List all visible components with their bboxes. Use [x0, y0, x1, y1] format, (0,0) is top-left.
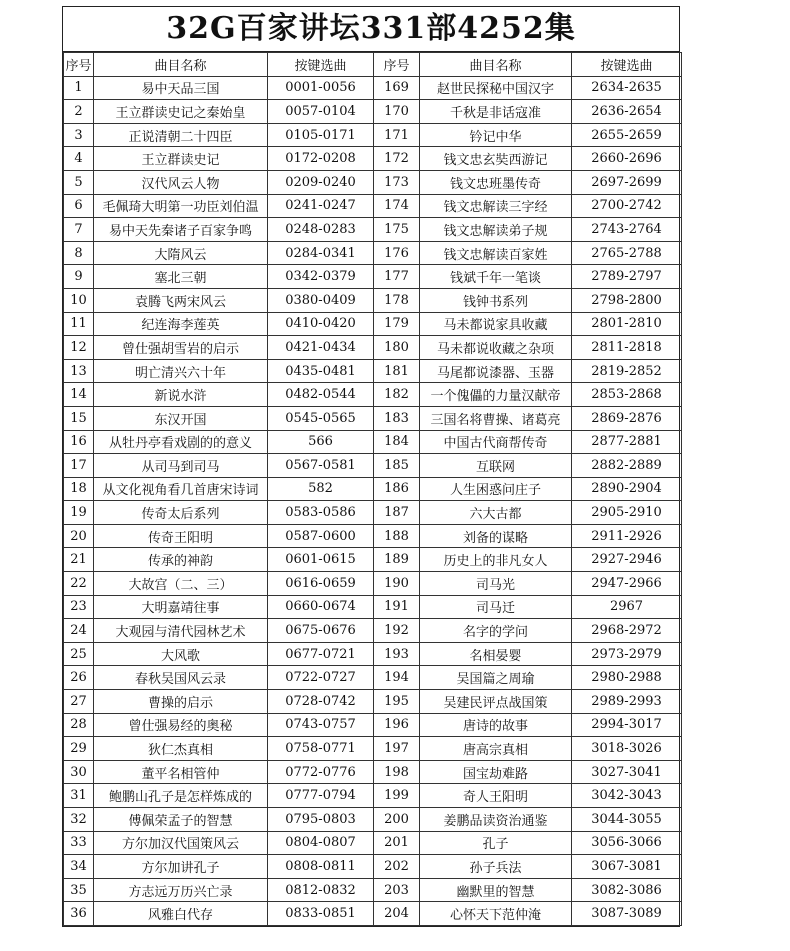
table-row [64, 430, 682, 454]
row-number: 10 [64, 288, 94, 312]
program-name-right: 吴建民评点战国策 [420, 690, 572, 714]
row-number-right: 194 [374, 666, 420, 690]
key-range: 0421-0434 [268, 336, 374, 360]
program-name: 大观园与清代园林艺术 [94, 619, 268, 643]
key-range-right: 2968-2972 [572, 619, 682, 643]
row-number: 4 [64, 147, 94, 171]
program-name: 东汉开国 [94, 406, 268, 430]
program-name: 狄仁杰真相 [94, 737, 268, 761]
table-row [64, 831, 682, 855]
row-number: 15 [64, 406, 94, 430]
key-range-right: 3018-3026 [572, 737, 682, 761]
program-name-right: 钱文忠解读百家姓 [420, 241, 572, 265]
row-number-right: 187 [374, 501, 420, 525]
row-number-right: 184 [374, 430, 420, 454]
program-name: 新说水浒 [94, 383, 268, 407]
key-range-right: 2700-2742 [572, 194, 682, 218]
table-row [64, 572, 682, 596]
row-number: 5 [64, 170, 94, 194]
program-name: 传奇太后系列 [94, 501, 268, 525]
key-range: 0812-0832 [268, 878, 374, 902]
table-row [64, 359, 682, 383]
page-title: 32G百家讲坛331部4252集 [63, 7, 679, 52]
key-range: 0567-0581 [268, 454, 374, 478]
row-number-right: 171 [374, 123, 420, 147]
table-row [64, 501, 682, 525]
key-range-right: 2973-2979 [572, 642, 682, 666]
row-number-right: 172 [374, 147, 420, 171]
key-range-right: 2967 [572, 595, 682, 619]
key-range-right: 2869-2876 [572, 406, 682, 430]
program-name-right: 唐诗的故事 [420, 713, 572, 737]
table-row [64, 265, 682, 289]
program-name-right: 心怀天下范仲淹 [420, 902, 572, 926]
table-row [64, 241, 682, 265]
row-number-right: 179 [374, 312, 420, 336]
program-name-right: 钱文忠班墨传奇 [420, 170, 572, 194]
row-number: 14 [64, 383, 94, 407]
row-number: 31 [64, 784, 94, 808]
program-name: 曾仕强易经的奥秘 [94, 713, 268, 737]
program-name-right: 刘备的谋略 [420, 524, 572, 548]
key-range-right: 3067-3081 [572, 855, 682, 879]
key-range-right: 3042-3043 [572, 784, 682, 808]
program-name-right: 司马光 [420, 572, 572, 596]
program-name: 曹操的启示 [94, 690, 268, 714]
program-name: 大隋风云 [94, 241, 268, 265]
key-range: 0209-0240 [268, 170, 374, 194]
key-range: 0482-0544 [268, 383, 374, 407]
row-number-right: 190 [374, 572, 420, 596]
table-row [64, 642, 682, 666]
row-number: 24 [64, 619, 94, 643]
row-number-right: 196 [374, 713, 420, 737]
row-number-right: 182 [374, 383, 420, 407]
program-name: 传奇王阳明 [94, 524, 268, 548]
program-name: 傅佩荣孟子的智慧 [94, 808, 268, 832]
key-range: 0722-0727 [268, 666, 374, 690]
program-name-right: 钤记中华 [420, 123, 572, 147]
key-range: 0675-0676 [268, 619, 374, 643]
program-name-right: 千秋是非话寇准 [420, 100, 572, 124]
key-range-right: 2877-2881 [572, 430, 682, 454]
row-number: 23 [64, 595, 94, 619]
table-row [64, 737, 682, 761]
program-name-right: 历史上的非凡女人 [420, 548, 572, 572]
key-range: 0777-0794 [268, 784, 374, 808]
key-range: 0380-0409 [268, 288, 374, 312]
key-range: 0241-0247 [268, 194, 374, 218]
program-name-right: 三国名将曹操、诸葛亮 [420, 406, 572, 430]
row-number: 11 [64, 312, 94, 336]
row-number: 36 [64, 902, 94, 926]
table-row [64, 784, 682, 808]
row-number-right: 180 [374, 336, 420, 360]
program-name-right: 名字的学问 [420, 619, 572, 643]
program-name-right: 名相晏婴 [420, 642, 572, 666]
row-number-right: 181 [374, 359, 420, 383]
row-number-right: 201 [374, 831, 420, 855]
key-range: 0583-0586 [268, 501, 374, 525]
key-range: 0172-0208 [268, 147, 374, 171]
row-number: 35 [64, 878, 94, 902]
row-number-right: 199 [374, 784, 420, 808]
catalog-sheet [62, 6, 680, 927]
row-number-right: 193 [374, 642, 420, 666]
key-range: 0804-0807 [268, 831, 374, 855]
table-body [64, 76, 682, 925]
table-row [64, 312, 682, 336]
key-range-right: 2765-2788 [572, 241, 682, 265]
row-number-right: 175 [374, 218, 420, 242]
catalog-table [63, 52, 682, 926]
key-range: 0808-0811 [268, 855, 374, 879]
key-range-right: 3082-3086 [572, 878, 682, 902]
program-name-right: 马未都说收藏之杂项 [420, 336, 572, 360]
program-name-right: 唐高宗真相 [420, 737, 572, 761]
row-number-right: 178 [374, 288, 420, 312]
row-number-right: 186 [374, 477, 420, 501]
table-row [64, 524, 682, 548]
row-number: 2 [64, 100, 94, 124]
row-number-right: 173 [374, 170, 420, 194]
program-name-right: 幽默里的智慧 [420, 878, 572, 902]
program-name-right: 钱钟书系列 [420, 288, 572, 312]
row-number-right: 197 [374, 737, 420, 761]
row-number-right: 202 [374, 855, 420, 879]
key-range-right: 2811-2818 [572, 336, 682, 360]
key-range: 0545-0565 [268, 406, 374, 430]
program-name: 易中天先秦诸子百家争鸣 [94, 218, 268, 242]
program-name: 纪连海李莲英 [94, 312, 268, 336]
program-name-right: 钱斌千年一笔谈 [420, 265, 572, 289]
table-row [64, 760, 682, 784]
program-name: 王立群读史记 [94, 147, 268, 171]
row-number: 30 [64, 760, 94, 784]
row-number-right: 203 [374, 878, 420, 902]
row-number-right: 191 [374, 595, 420, 619]
table-row [64, 454, 682, 478]
program-name: 明亡清兴六十年 [94, 359, 268, 383]
row-number: 12 [64, 336, 94, 360]
program-name-right: 一个傀儡的力量汉献帝 [420, 383, 572, 407]
row-number-right: 169 [374, 76, 420, 100]
row-number: 19 [64, 501, 94, 525]
program-name-right: 钱文忠玄奘西游记 [420, 147, 572, 171]
key-range-right: 3027-3041 [572, 760, 682, 784]
key-range-right: 3044-3055 [572, 808, 682, 832]
table-row [64, 100, 682, 124]
row-number: 20 [64, 524, 94, 548]
row-number: 8 [64, 241, 94, 265]
key-range-right: 2634-2635 [572, 76, 682, 100]
header-no: 序号 [64, 53, 94, 77]
table-row [64, 878, 682, 902]
key-range-right: 2890-2904 [572, 477, 682, 501]
key-range-right: 2947-2966 [572, 572, 682, 596]
row-number: 26 [64, 666, 94, 690]
program-name-right: 司马迁 [420, 595, 572, 619]
table-row [64, 170, 682, 194]
header-key-range-right: 按键选曲 [572, 53, 682, 77]
program-name-right: 钱文忠解读弟子规 [420, 218, 572, 242]
program-name: 王立群读史记之秦始皇 [94, 100, 268, 124]
row-number: 33 [64, 831, 94, 855]
key-range: 0105-0171 [268, 123, 374, 147]
row-number-right: 174 [374, 194, 420, 218]
program-name: 方尔加讲孔子 [94, 855, 268, 879]
program-name-right: 中国古代商帮传奇 [420, 430, 572, 454]
row-number-right: 189 [374, 548, 420, 572]
row-number: 32 [64, 808, 94, 832]
program-name: 大故宫（二、三） [94, 572, 268, 596]
row-number: 22 [64, 572, 94, 596]
key-range-right: 2660-2696 [572, 147, 682, 171]
key-range-right: 2853-2868 [572, 383, 682, 407]
program-name: 风雅白代存 [94, 902, 268, 926]
key-range: 0743-0757 [268, 713, 374, 737]
program-name: 正说清朝二十四臣 [94, 123, 268, 147]
key-range-right: 2882-2889 [572, 454, 682, 478]
key-range: 0601-0615 [268, 548, 374, 572]
table-row [64, 194, 682, 218]
program-name: 春秋吴国风云录 [94, 666, 268, 690]
row-number: 28 [64, 713, 94, 737]
program-name: 塞北三朝 [94, 265, 268, 289]
program-name-right: 钱文忠解读三字经 [420, 194, 572, 218]
table-row [64, 619, 682, 643]
row-number: 7 [64, 218, 94, 242]
row-number: 9 [64, 265, 94, 289]
key-range: 0057-0104 [268, 100, 374, 124]
row-number-right: 192 [374, 619, 420, 643]
row-number: 13 [64, 359, 94, 383]
table-row [64, 76, 682, 100]
row-number: 1 [64, 76, 94, 100]
table-row [64, 383, 682, 407]
table-row [64, 336, 682, 360]
table-row [64, 477, 682, 501]
row-number: 3 [64, 123, 94, 147]
program-name-right: 人生困惑问庄子 [420, 477, 572, 501]
key-range: 0410-0420 [268, 312, 374, 336]
header-name: 曲目名称 [94, 53, 268, 77]
row-number-right: 195 [374, 690, 420, 714]
row-number-right: 200 [374, 808, 420, 832]
program-name-right: 吴国篇之周瑜 [420, 666, 572, 690]
program-name-right: 赵世民探秘中国汉字 [420, 76, 572, 100]
program-name: 曾仕强胡雪岩的启示 [94, 336, 268, 360]
program-name: 鲍鹏山孔子是怎样炼成的 [94, 784, 268, 808]
table-row [64, 855, 682, 879]
row-number-right: 188 [374, 524, 420, 548]
key-range: 0795-0803 [268, 808, 374, 832]
key-range: 0758-0771 [268, 737, 374, 761]
program-name-right: 奇人王阳明 [420, 784, 572, 808]
key-range: 0728-0742 [268, 690, 374, 714]
key-range-right: 2697-2699 [572, 170, 682, 194]
row-number-right: 198 [374, 760, 420, 784]
header-no-right: 序号 [374, 53, 420, 77]
table-row [64, 147, 682, 171]
row-number: 29 [64, 737, 94, 761]
key-range-right: 2989-2993 [572, 690, 682, 714]
row-number: 18 [64, 477, 94, 501]
key-range-right: 2636-2654 [572, 100, 682, 124]
key-range: 0001-0056 [268, 76, 374, 100]
header-name-right: 曲目名称 [420, 53, 572, 77]
program-name-right: 马尾都说漆器、玉器 [420, 359, 572, 383]
key-range: 0435-0481 [268, 359, 374, 383]
program-name-right: 马未都说家具收藏 [420, 312, 572, 336]
row-number-right: 204 [374, 902, 420, 926]
header-key-range: 按键选曲 [268, 53, 374, 77]
row-number-right: 183 [374, 406, 420, 430]
program-name: 董平名相管仲 [94, 760, 268, 784]
table-row [64, 690, 682, 714]
program-name: 从文化视角看几首唐宋诗词 [94, 477, 268, 501]
table-row [64, 123, 682, 147]
key-range: 0587-0600 [268, 524, 374, 548]
key-range-right: 2911-2926 [572, 524, 682, 548]
key-range: 0342-0379 [268, 265, 374, 289]
row-number: 25 [64, 642, 94, 666]
key-range: 582 [268, 477, 374, 501]
program-name: 大明嘉靖往事 [94, 595, 268, 619]
row-number-right: 170 [374, 100, 420, 124]
row-number: 27 [64, 690, 94, 714]
key-range: 0248-0283 [268, 218, 374, 242]
key-range-right: 2927-2946 [572, 548, 682, 572]
table-row [64, 713, 682, 737]
key-range-right: 2994-3017 [572, 713, 682, 737]
row-number-right: 185 [374, 454, 420, 478]
key-range-right: 2801-2810 [572, 312, 682, 336]
key-range-right: 2789-2797 [572, 265, 682, 289]
table-row [64, 902, 682, 926]
program-name: 从牡丹亭看戏剧的的意义 [94, 430, 268, 454]
key-range: 0677-0721 [268, 642, 374, 666]
program-name: 从司马到司马 [94, 454, 268, 478]
program-name: 毛佩琦大明第一功臣刘伯温 [94, 194, 268, 218]
program-name-right: 互联网 [420, 454, 572, 478]
program-name-right: 国宝劫难路 [420, 760, 572, 784]
key-range-right: 3056-3066 [572, 831, 682, 855]
program-name-right: 姜鹏品读资治通鉴 [420, 808, 572, 832]
program-name: 传承的神韵 [94, 548, 268, 572]
program-name-right: 孔子 [420, 831, 572, 855]
key-range: 0772-0776 [268, 760, 374, 784]
header-row [64, 53, 682, 77]
table-row [64, 288, 682, 312]
row-number: 21 [64, 548, 94, 572]
program-name: 易中天品三国 [94, 76, 268, 100]
row-number: 16 [64, 430, 94, 454]
row-number-right: 177 [374, 265, 420, 289]
key-range: 566 [268, 430, 374, 454]
key-range-right: 3087-3089 [572, 902, 682, 926]
program-name-right: 孙子兵法 [420, 855, 572, 879]
table-row [64, 406, 682, 430]
key-range-right: 2819-2852 [572, 359, 682, 383]
program-name: 方尔加汉代国策风云 [94, 831, 268, 855]
key-range: 0833-0851 [268, 902, 374, 926]
key-range: 0660-0674 [268, 595, 374, 619]
program-name: 袁腾飞两宋风云 [94, 288, 268, 312]
row-number: 17 [64, 454, 94, 478]
table-row [64, 666, 682, 690]
key-range-right: 2980-2988 [572, 666, 682, 690]
key-range: 0616-0659 [268, 572, 374, 596]
key-range-right: 2743-2764 [572, 218, 682, 242]
table-row [64, 595, 682, 619]
key-range-right: 2905-2910 [572, 501, 682, 525]
table-row [64, 218, 682, 242]
row-number: 34 [64, 855, 94, 879]
row-number-right: 176 [374, 241, 420, 265]
key-range-right: 2798-2800 [572, 288, 682, 312]
program-name: 方志远万历兴亡录 [94, 878, 268, 902]
key-range-right: 2655-2659 [572, 123, 682, 147]
key-range: 0284-0341 [268, 241, 374, 265]
table-row [64, 548, 682, 572]
row-number: 6 [64, 194, 94, 218]
program-name: 大风歌 [94, 642, 268, 666]
program-name-right: 六大古都 [420, 501, 572, 525]
table-row [64, 808, 682, 832]
program-name: 汉代风云人物 [94, 170, 268, 194]
